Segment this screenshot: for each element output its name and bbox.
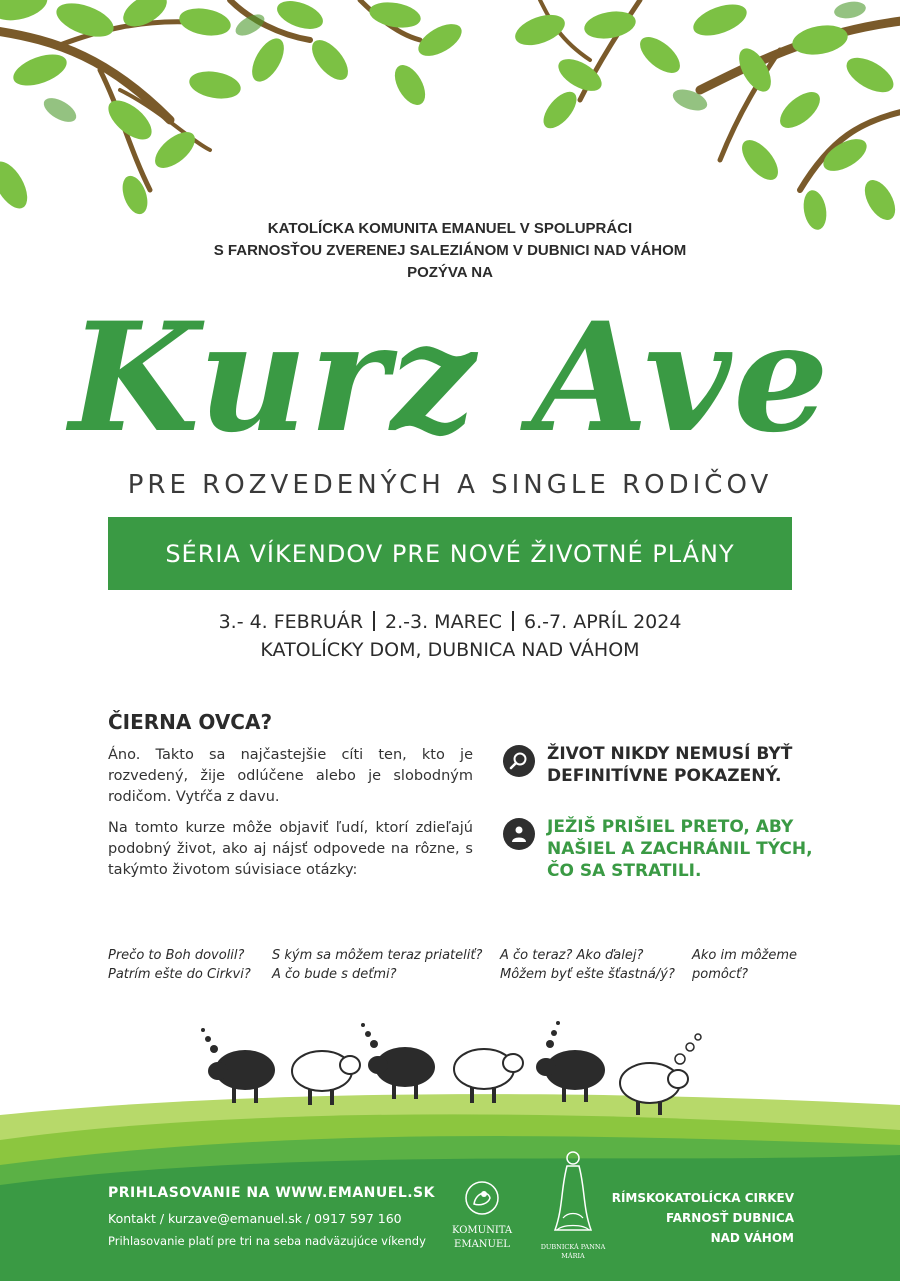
section-heading: ČIERNA OVCA? bbox=[108, 710, 273, 734]
intro-line-1: KATOLÍCKA KOMUNITA EMANUEL V SPOLUPRÁCI bbox=[267, 220, 633, 237]
sheep-white-3 bbox=[620, 1034, 701, 1115]
course-title: Kurz Ave bbox=[69, 290, 831, 466]
series-banner bbox=[108, 517, 792, 590]
dates-line bbox=[0, 608, 900, 636]
event-place: KATOLÍCKY DOM, DUBNICA NAD VÁHOM bbox=[260, 639, 640, 661]
question: A čo teraz? Ako ďalej? bbox=[500, 948, 644, 963]
sheep-black-3 bbox=[536, 1021, 605, 1102]
date-1: 3.- 4. FEBRUÁR bbox=[218, 611, 364, 633]
question: Patrím ešte do Cirkvi? bbox=[108, 967, 251, 982]
madonna-logo bbox=[528, 1148, 618, 1261]
course-subtitle: PRE ROZVEDENÝCH A SINGLE RODIČOV bbox=[127, 470, 773, 500]
registration-note: Prihlasovanie platí pre tri na seba nadväzujúce víkendy bbox=[108, 1234, 426, 1248]
question-group-4 bbox=[692, 946, 797, 984]
question-group-2 bbox=[272, 946, 482, 984]
date-2: 2.-3. MAREC bbox=[385, 611, 503, 633]
callout-jesus-text: JEŽIŠ PRIŠIEL PRETO, ABY NAŠIEL A ZACHRÁNIL TÝCH, ČO SA STRATILI. bbox=[547, 817, 813, 881]
sheep-white-2 bbox=[454, 1049, 523, 1103]
callout-life bbox=[503, 743, 817, 787]
emanuel-logo-line-1: KOMUNITA bbox=[452, 1225, 513, 1236]
callout-jesus bbox=[503, 816, 817, 882]
footer-parish bbox=[612, 1188, 794, 1248]
callout-life-text: ŽIVOT NIKDY NEMUSÍ BYŤ DEFINITÍVNE POKAZENÝ. bbox=[547, 744, 793, 786]
date-3: 6.-7. APRÍL 2024 bbox=[524, 611, 682, 633]
registration-link[interactable]: PRIHLASOVANIE NA WWW.EMANUEL.SK bbox=[108, 1185, 435, 1201]
question: Môžem byť ešte šťastná/ý? bbox=[500, 967, 675, 982]
question: Ako im môžeme bbox=[692, 948, 798, 963]
sheep-illustration bbox=[0, 1015, 900, 1125]
emanuel-logo bbox=[452, 1178, 512, 1251]
question: S kým sa môžem teraz priateliť? bbox=[272, 948, 483, 963]
paragraph-2: Na tomto kurze môže objaviť ľudí, ktorí zdieľajú podobný život, ako aj nájsť odpovede na rôzne, s takýmto životom súvisiace otázky: bbox=[108, 820, 473, 878]
parish-line-1: RÍMSKOKATOLÍCKA CIRKEV bbox=[611, 1191, 794, 1205]
date-separator bbox=[512, 611, 514, 631]
question: pomôcť? bbox=[692, 967, 748, 982]
event-dates bbox=[0, 608, 900, 664]
intro-text bbox=[0, 218, 900, 284]
emanuel-logo-line-2: EMANUEL bbox=[454, 1239, 510, 1250]
emanuel-logo-mark bbox=[462, 1178, 502, 1218]
intro-line-3: POZÝVA NA bbox=[407, 264, 493, 281]
person-icon bbox=[503, 818, 535, 850]
footer-registration bbox=[108, 1185, 435, 1248]
sheep-black-2 bbox=[361, 1023, 435, 1099]
leaves-illustration bbox=[0, 0, 900, 250]
question: A čo bude s deťmi? bbox=[272, 967, 397, 982]
contact-info: Kontakt / kurzave@emanuel.sk / 0917 597 160 bbox=[108, 1211, 402, 1226]
parish-line-2: FARNOSŤ DUBNICA bbox=[665, 1211, 794, 1225]
question-group-1 bbox=[108, 946, 251, 984]
madonna-logo-line-1: DUBNICKÁ PANNA MÁRIA bbox=[540, 1243, 606, 1260]
question-group-3 bbox=[500, 946, 675, 984]
intro-line-2: S FARNOSŤOU ZVERENEJ SALEZIÁNOM V DUBNICI NAD VÁHOM bbox=[213, 242, 687, 259]
madonna-logo-mark bbox=[543, 1148, 603, 1238]
series-banner-text: SÉRIA VÍKENDOV PRE NOVÉ ŽIVOTNÉ PLÁNY bbox=[165, 539, 735, 568]
question: Prečo to Boh dovolil? bbox=[108, 948, 245, 963]
parish-line-3: NAD VÁHOM bbox=[710, 1231, 794, 1245]
search-icon bbox=[503, 745, 535, 777]
paragraph-1: Áno. Takto sa najčastejšie cíti ten, kto je rozvedený, žije odlúčene alebo je slobodným rodičom. Vytŕča z davu. bbox=[108, 747, 473, 805]
sheep-white-1 bbox=[292, 1051, 360, 1105]
date-separator bbox=[373, 611, 375, 631]
sheep-black-1 bbox=[201, 1028, 275, 1103]
